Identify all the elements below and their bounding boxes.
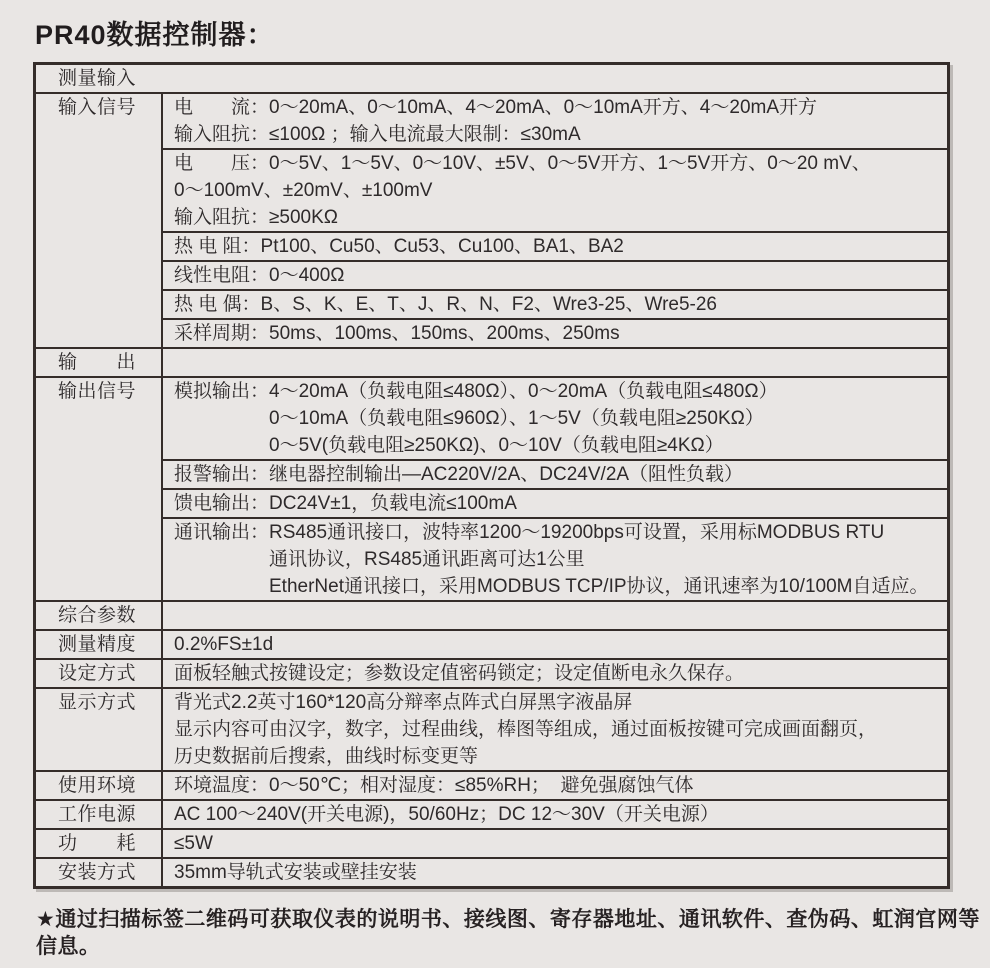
subrow-sampling-period (163, 318, 947, 347)
spec-line: 模拟输出：4～20mA（负载电阻≤480Ω）、0～20mA（负载电阻≤480Ω） (174, 381, 778, 402)
row-output-header (36, 347, 947, 376)
spec-line: 通讯输出：RS485通讯接口，波特率1200～19200bps可设置，采用标MODBUS RTU (174, 522, 885, 543)
row-input-signal (36, 92, 947, 347)
subrow-thermocouple (163, 289, 947, 318)
row-display-method (36, 687, 947, 770)
row-general-params-header (36, 600, 947, 629)
spec-line: 输入阻抗：≥500KΩ (174, 207, 339, 228)
row-label: 输入信号 (58, 97, 137, 118)
row-label: 输出信号 (58, 381, 137, 402)
row-label: 安装方式 (58, 862, 137, 883)
spec-line: 环境温度：0～50℃；相对湿度：≤85%RH； 避免强腐蚀气体 (174, 775, 694, 796)
row-label: 综合参数 (58, 605, 137, 626)
spec-line: 通讯协议，RS485通讯距离可达1公里 (174, 549, 585, 570)
spec-line: 背光式2.2英寸160*120高分辩率点阵式白屏黑字液晶屏 (174, 692, 633, 713)
row-mounting (36, 857, 947, 886)
spec-line: 历史数据前后搜索，曲线时标变更等 (174, 746, 479, 767)
spec-line: AC 100～240V(开关电源)，50/60Hz；DC 12～30V（开关电源） (174, 804, 719, 825)
spec-line: EtherNet通讯接口，采用MODBUS TCP/IP协议，通讯速率为10/100M自适应。 (174, 576, 929, 597)
spec-line: 0～10mA（负载电阻≤960Ω）、1～5V（负载电阻≥250KΩ） (174, 408, 764, 429)
row-measurement-input-header (36, 65, 947, 92)
spec-line: 馈电输出：DC24V±1，负载电流≤100mA (174, 493, 517, 514)
subrow-rtd (163, 231, 947, 260)
spec-line: 0～5V(负载电阻≥250KΩ)、0～10V（负载电阻≥4KΩ） (174, 435, 724, 456)
spec-line: 0.2%FS±1d (174, 634, 274, 655)
spec-line: 线性电阻：0～400Ω (174, 265, 345, 286)
spec-line: 35mm导轨式安装或壁挂安装 (174, 862, 417, 883)
spec-line: ≤5W (174, 833, 213, 854)
spec-line: 显示内容可由汉字，数字，过程曲线，棒图等组成，通过面板按键可完成画面翻页， (174, 719, 878, 740)
row-label: 使用环境 (58, 775, 137, 796)
subrow-feed-output (163, 488, 947, 517)
row-accuracy (36, 629, 947, 658)
row-label: 设定方式 (58, 663, 137, 684)
row-power-consumption (36, 828, 947, 857)
spec-line: 报警输出：继电器控制输出—AC220V/2A、DC24V/2A（阻性负载） (174, 464, 744, 485)
subrow-current (163, 94, 947, 148)
spec-line: 热 电 阻：Pt100、Cu50、Cu53、Cu100、BA1、BA2 (174, 236, 624, 257)
row-label: 工作电源 (58, 804, 137, 825)
row-label: 测量输入 (58, 68, 137, 89)
row-label: 测量精度 (58, 634, 137, 655)
row-label: 输 出 (58, 352, 137, 373)
subrow-linear-resistance (163, 260, 947, 289)
subrow-voltage (163, 148, 947, 231)
row-output-signal (36, 376, 947, 600)
spec-line: 面板轻触式按键设定；参数设定值密码锁定；设定值断电永久保存。 (174, 663, 745, 684)
row-setting-method (36, 658, 947, 687)
spec-table (33, 62, 950, 889)
row-label: 显示方式 (58, 692, 137, 713)
subrow-comm-output (163, 517, 947, 600)
subrow-alarm-output (163, 459, 947, 488)
footer-note: ★通过扫描标签二维码可获取仪表的说明书、接线图、寄存器地址、通讯软件、查伪码、虹润官网等信息。 (36, 908, 980, 958)
spec-line: 热 电 偶：B、S、K、E、T、J、R、N、F2、Wre3-25、Wre5-26 (174, 294, 717, 315)
spec-line: 电 压：0～5V、1～5V、0～10V、±5V、0～5V开方、1～5V开方、0～20 mV、 (174, 153, 871, 174)
spec-line: 电 流：0～20mA、0～10mA、4～20mA、0～10mA开方、4～20mA开方 (174, 97, 818, 118)
row-environment (36, 770, 947, 799)
spec-line: 输入阻抗：≤100Ω ；输入电流最大限制：≤30mA (174, 124, 581, 145)
spec-line: 采样周期：50ms、100ms、150ms、200ms、250ms (174, 323, 620, 344)
row-label: 功 耗 (58, 833, 137, 854)
page-title: PR40数据控制器： (35, 20, 275, 50)
spec-line: 0～100mV、±20mV、±100mV (174, 180, 433, 201)
row-power-supply (36, 799, 947, 828)
subrow-analog-output (163, 378, 947, 459)
